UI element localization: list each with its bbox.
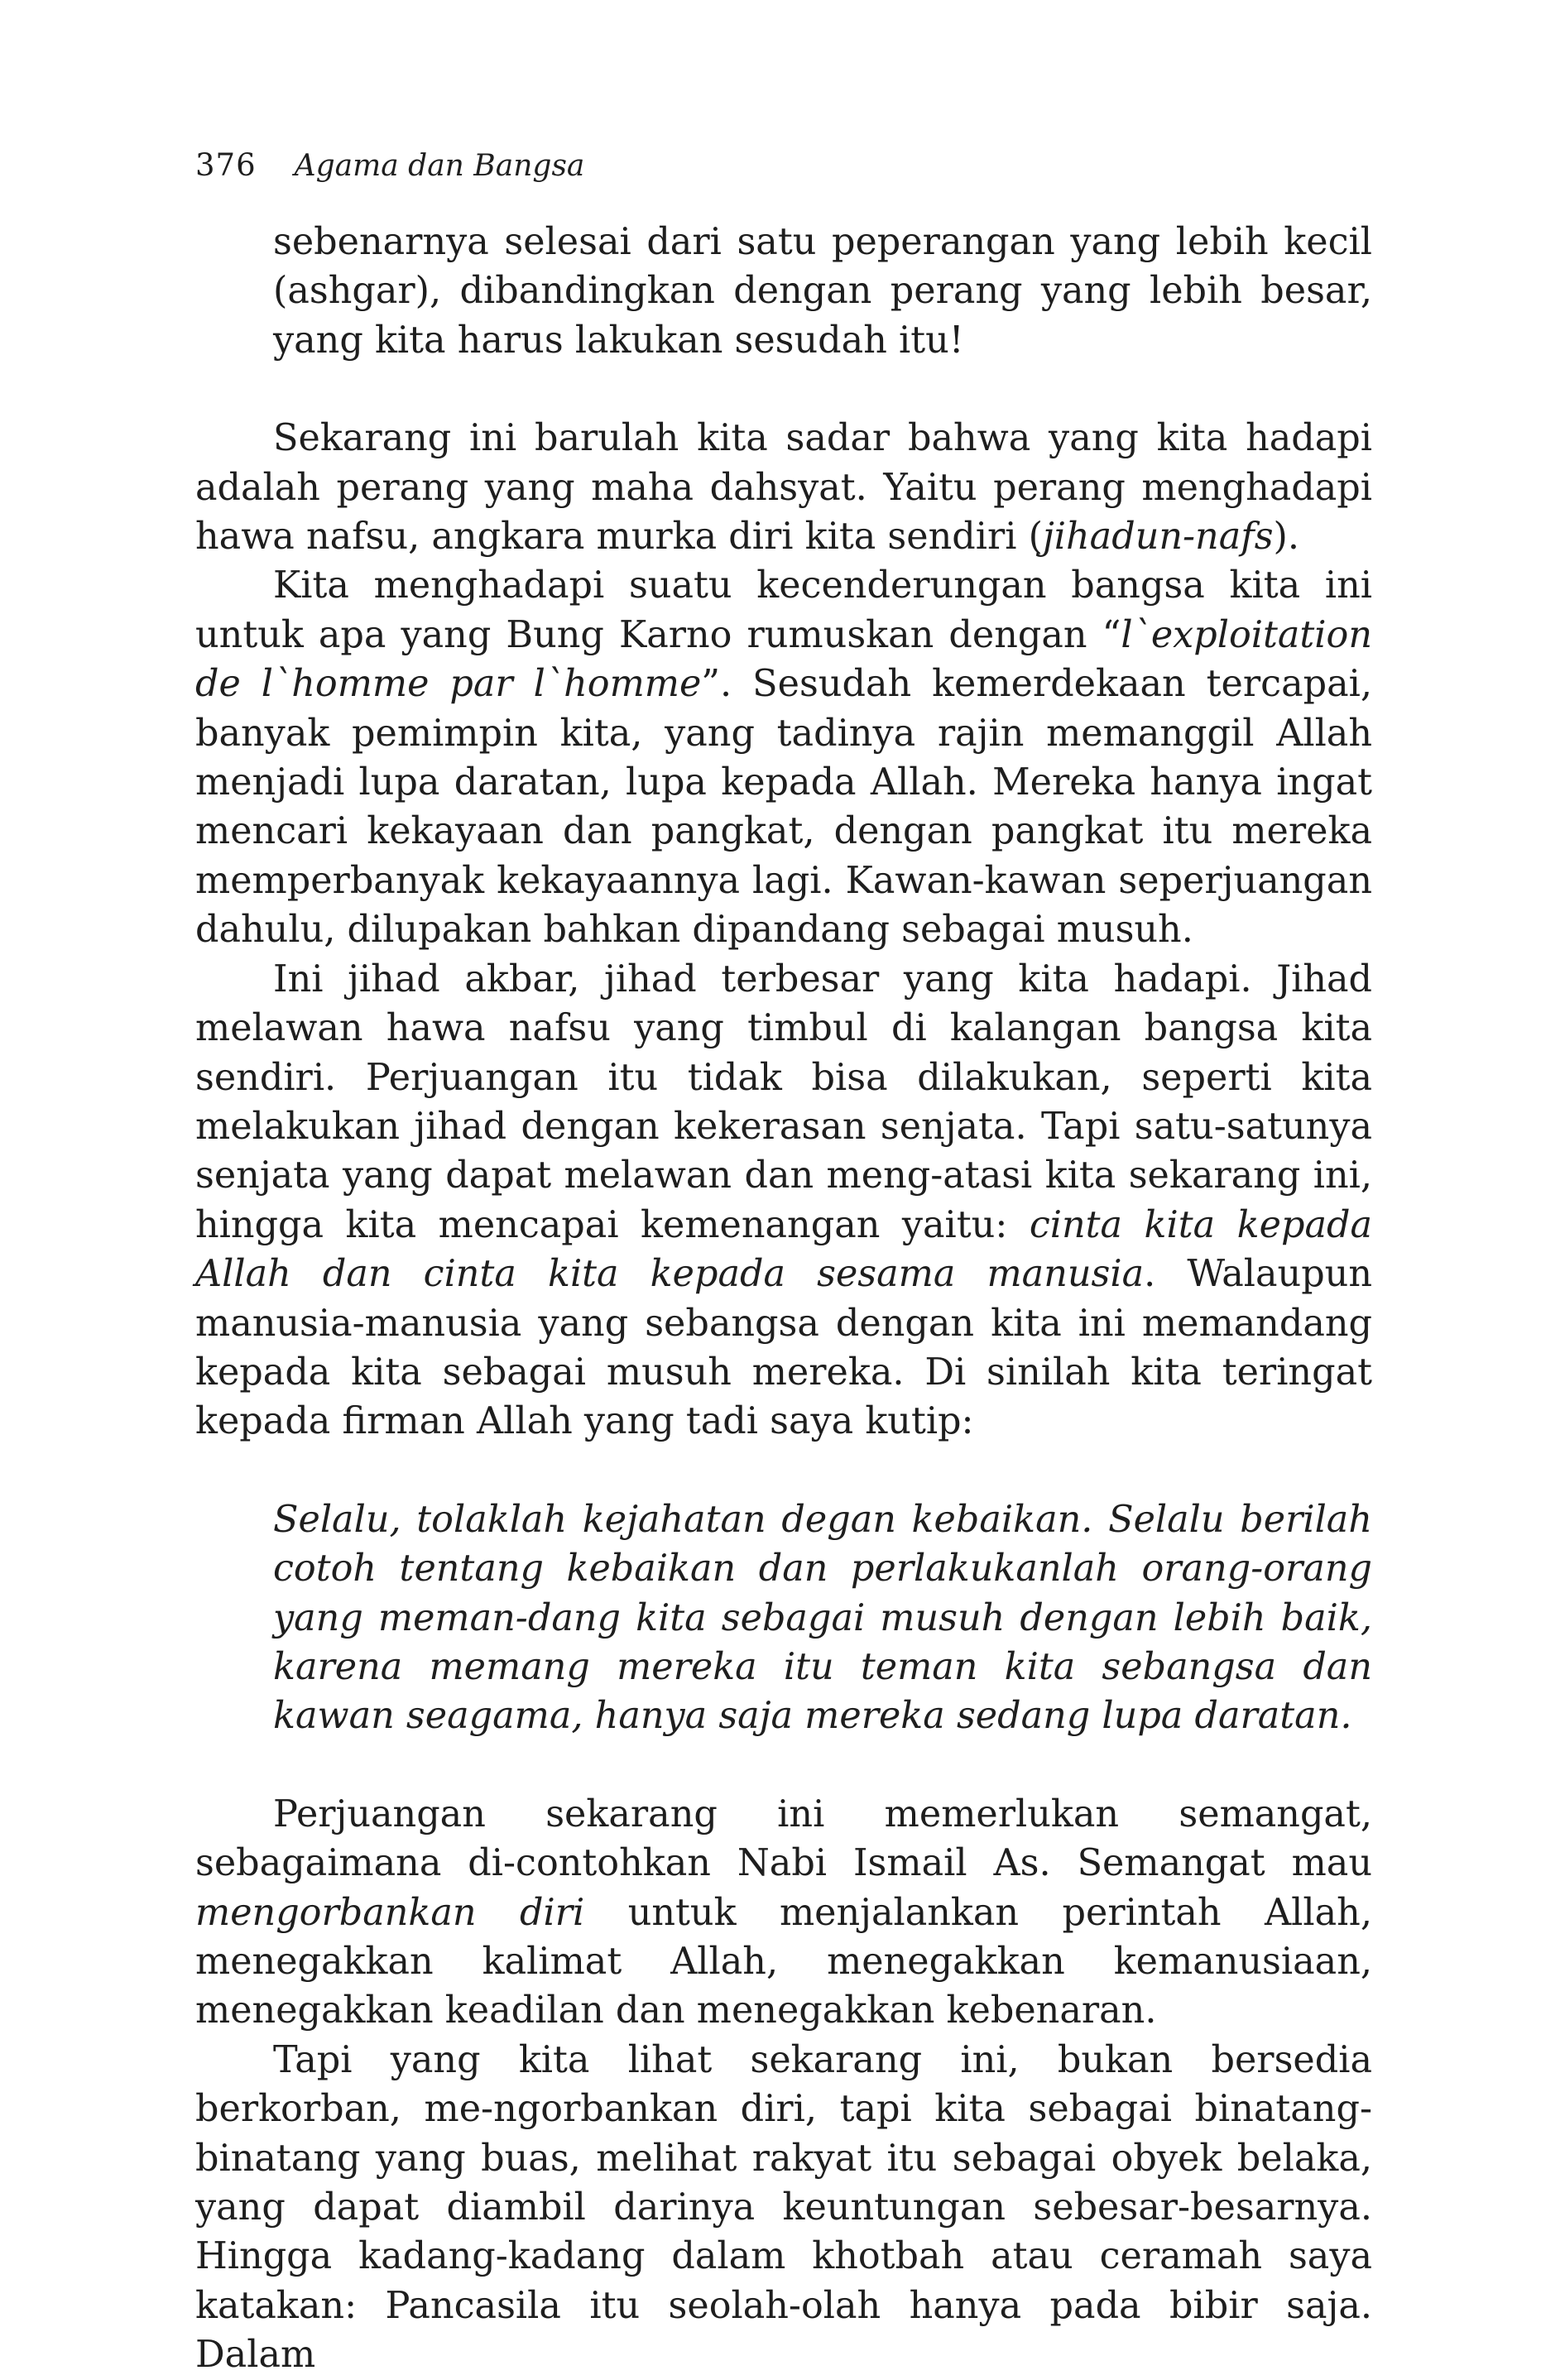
paragraph-text: sebenarnya selesai dari satu peperangan yang lebih kecil (ashgar), dibandingkan dengan perang yang lebih besar, yang kita harus lakukan sesudah itu! xyxy=(273,221,1372,362)
paragraph xyxy=(195,955,1372,1447)
block-quote: Selalu, tolaklah kejahatan degan kebaikan. Selalu berilah cotoh tentang kebaikan dan perlakukanlah orang-orang yang meman-dang kita sebagai musuh dengan lebih baik, karena memang mereka itu teman kita sebangsa dan kawan seagama, hanya saja mereka sedang lupa daratan. xyxy=(273,1498,1372,1738)
paragraph-continued xyxy=(195,218,1372,365)
paragraph-text: ). xyxy=(1273,516,1300,559)
paragraph xyxy=(195,2036,1372,2380)
paragraph-text: Sekarang ini barulah kita sadar bahwa yang kita hadapi adalah perang yang maha dahsyat. Yaitu perang menghadapi hawa nafsu, angkara murka diri kita sendiri ( xyxy=(195,417,1372,559)
running-title: Agama dan Bangsa xyxy=(294,149,585,183)
paragraph-text: . Walaupun manusia-manusia yang sebangsa dengan kita ini memandang kepada kita sebagai musuh mereka. Di sinilah kita teringat kepada firman Allah yang tadi saya kutip: xyxy=(195,1253,1372,1443)
page-body xyxy=(195,218,1372,2380)
emphasis-text: cinta kita kepada Allah dan cinta kita kepada sesama manusia xyxy=(195,1203,1372,1296)
paragraph-text: ”. Sesudah kemerdekaan tercapai, banyak pemimpin kita, yang tadinya rajin memanggil Allah menjadi lupa daratan, lupa kepada Allah. Mereka hanya ingat mencari kekayaan dan pangkat, dengan pangkat itu mereka memperbanyak kekayaannya lagi. Kawan-kawan seperjuangan dahulu, dilupakan bahkan dipandang sebagai musuh. xyxy=(195,663,1372,952)
paragraph-text: Ini jihad akbar, jihad terbesar yang kita hadapi. Jihad melawan hawa nafsu yang timbul di kalangan bangsa kita sendiri. Perjuangan itu tidak bisa dilakukan, seperti kita melakukan jihad dengan kekerasan senjata. Tapi satu-satunya senjata yang dapat melawan dan meng-atasi kita sekarang ini, hingga kita mencapai kemenangan yaitu: xyxy=(195,957,1372,1246)
paragraph-text: Kita menghadapi suatu kecenderungan bangsa kita ini untuk apa yang Bung Karno rumuskan dengan “ xyxy=(195,564,1372,656)
emphasis-text: jihadun-nafs xyxy=(1042,516,1274,559)
emphasis-text: l`exploitation de l`homme par l`homme xyxy=(195,613,1372,706)
paragraph xyxy=(195,561,1372,954)
paragraph xyxy=(195,1790,1372,2036)
paragraph-text: untuk menjalankan perintah Allah, menegakkan kalimat Allah, menegakkan kemanusiaan, menegakkan keadilan dan menegakkan kebenaran. xyxy=(195,1891,1372,2032)
running-header xyxy=(195,147,584,197)
emphasis-text: mengorbankan diri xyxy=(195,1891,585,1934)
paragraph-text: Perjuangan sekarang ini memerlukan semangat, sebagaimana di-contohkan Nabi Ismail As. Semangat mau xyxy=(195,1792,1372,1885)
paragraph xyxy=(195,414,1372,561)
page-number: 376 xyxy=(195,147,257,183)
paragraph-text: Tapi yang kita lihat sekarang ini, bukan bersedia berkorban, me-ngorbankan diri, tapi kita sebagai binatang-binatang yang buas, melihat rakyat itu sebagai obyek belaka, yang dapat diambil darinya keuntungan sebesar-besarnya. Hingga kadang-kadang dalam khotbah atau ceramah saya katakan: Pancasila itu seolah-olah hanya pada bibir saja. Dalam xyxy=(195,2038,1372,2377)
